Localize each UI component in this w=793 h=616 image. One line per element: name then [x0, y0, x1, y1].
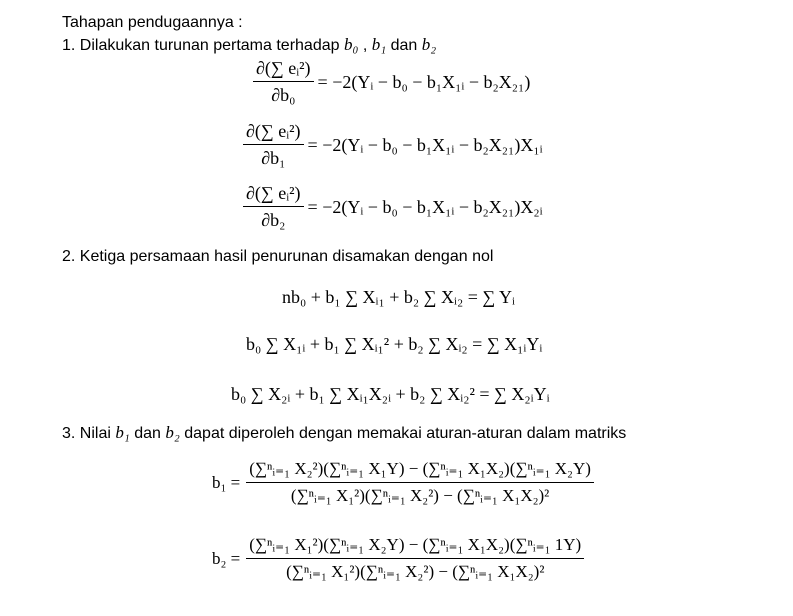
b2-fraction: [246, 533, 584, 584]
derivative-fraction: [253, 56, 314, 107]
derivative-equation-b1: [243, 119, 543, 170]
fraction-numerator: ∂(∑ eᵢ²): [243, 181, 304, 207]
b1-fraction: [246, 457, 594, 508]
b2-numerator: (∑ⁿᵢ₌₁ X₁²)(∑ⁿᵢ₌₁ X₂Y) − (∑ⁿᵢ₌₁ X₁X₂)(∑ⁿᵢ₌₁ 1Y): [246, 533, 584, 559]
b2-formula: [212, 533, 588, 584]
normal-equation-2: b₀ ∑ X₁ᵢ + b₁ ∑ Xᵢ₁² + b₂ ∑ Xᵢ₂ = ∑ X₁ᵢYᵢ: [246, 334, 543, 354]
step-3-and: dan: [129, 425, 166, 442]
fraction-denominator: ∂b₂: [261, 210, 286, 230]
step-1-var-b2: b₂: [421, 35, 437, 54]
step-3-text: [62, 423, 626, 444]
b1-lhs: b₁ =: [212, 472, 241, 492]
b2-lhs: b₂ =: [212, 548, 241, 568]
equation-rhs: = −2(Yᵢ − b₀ − b₁X₁ᵢ − b₂X₂₁): [317, 71, 531, 92]
step-1-label: 1. Dilakukan turunan pertama terhadap: [62, 37, 344, 54]
equation-rhs: = −2(Yᵢ − b₀ − b₁X₁ᵢ − b₂X₂₁)X₁ᵢ: [307, 134, 543, 155]
fraction-numerator: ∂(∑ eᵢ²): [243, 119, 304, 145]
derivative-equation-b0: [253, 56, 530, 107]
derivative-fraction: [243, 181, 304, 232]
step-1-var-b1: b₁: [371, 35, 387, 54]
step-2-text: 2. Ketiga persamaan hasil penurunan disamakan dengan nol: [62, 248, 494, 265]
step-3-rest: dapat diperoleh dengan memakai aturan-aturan dalam matriks: [179, 425, 627, 442]
fraction-denominator: ∂b₀: [271, 85, 296, 105]
step-1-and: dan: [386, 37, 422, 54]
step-1-var-b0: b₀: [343, 35, 359, 54]
intro-text: Tahapan pendugaannya :: [62, 14, 243, 31]
fraction-numerator: ∂(∑ eᵢ²): [253, 56, 314, 82]
fraction-denominator: ∂b₁: [261, 148, 286, 168]
step-3-var-b2: b₂: [165, 423, 180, 442]
normal-equation-1: nb₀ + b₁ ∑ Xᵢ₁ + b₂ ∑ Xᵢ₂ = ∑ Yᵢ: [282, 287, 515, 307]
step-3-label: 3. Nilai: [62, 425, 116, 442]
step-1-sep: ,: [358, 37, 372, 54]
b1-numerator: (∑ⁿᵢ₌₁ X₂²)(∑ⁿᵢ₌₁ X₁Y) − (∑ⁿᵢ₌₁ X₁X₂)(∑ⁿᵢ₌₁ X₂Y): [246, 457, 594, 483]
b1-denominator: (∑ⁿᵢ₌₁ X₁²)(∑ⁿᵢ₌₁ X₂²) − (∑ⁿᵢ₌₁ X₁X₂)²: [290, 486, 550, 505]
step-3-var-b1: b₁: [115, 423, 130, 442]
derivative-fraction: [243, 119, 304, 170]
equation-rhs: = −2(Yᵢ − b₀ − b₁X₁ᵢ − b₂X₂₁)X₂ᵢ: [307, 196, 543, 217]
normal-equation-3: b₀ ∑ X₂ᵢ + b₁ ∑ Xᵢ₁X₂ᵢ + b₂ ∑ Xᵢ₂² = ∑ X₂ᵢYᵢ: [231, 384, 550, 404]
b2-denominator: (∑ⁿᵢ₌₁ X₁²)(∑ⁿᵢ₌₁ X₂²) − (∑ⁿᵢ₌₁ X₁X₂)²: [286, 562, 545, 581]
step-1-text: [62, 35, 436, 56]
derivative-equation-b2: [243, 181, 543, 232]
b1-formula: [212, 457, 598, 508]
